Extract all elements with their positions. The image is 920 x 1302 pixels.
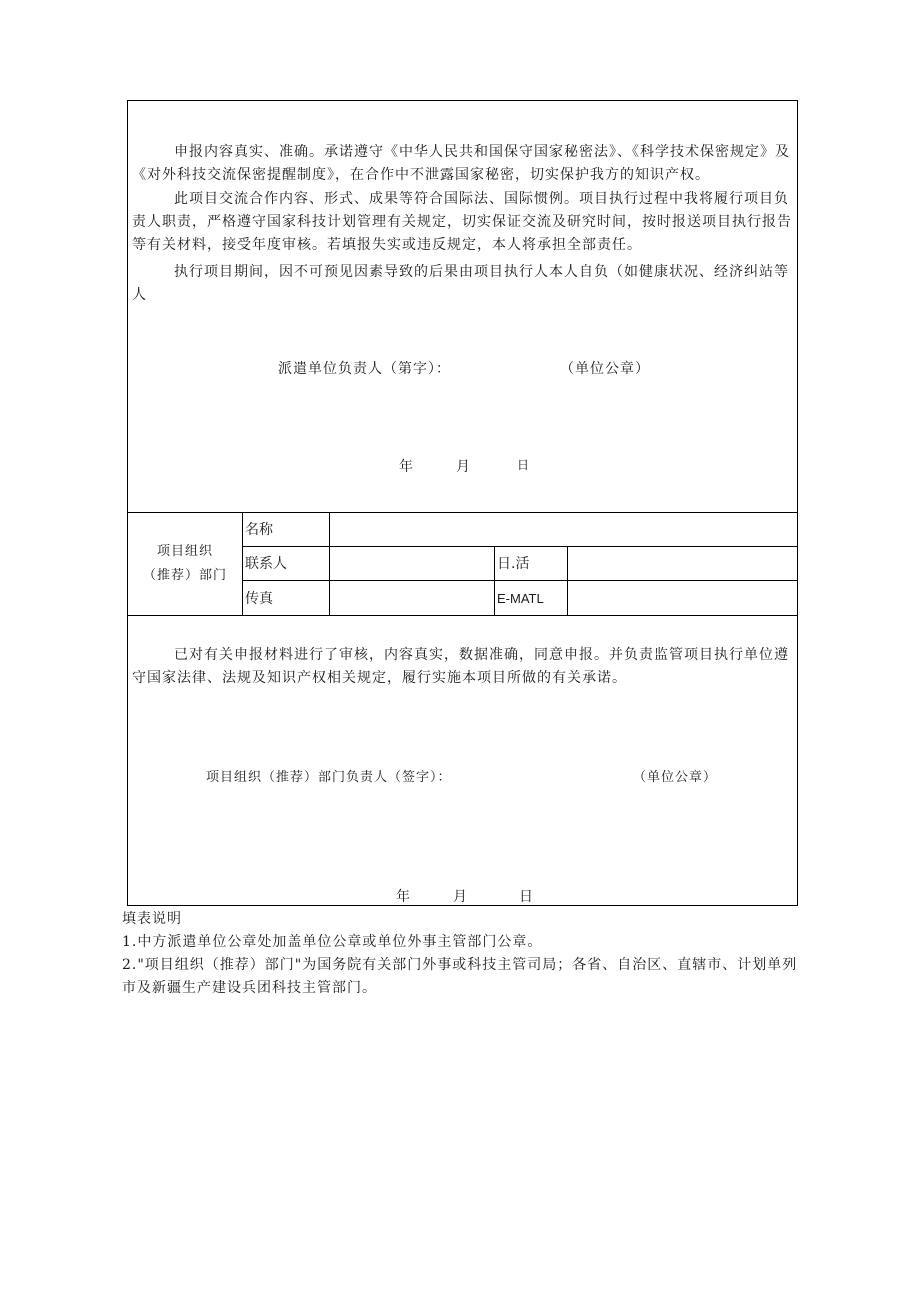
review-section bbox=[128, 615, 797, 906]
department-label-line2: （推荐）部门 bbox=[142, 567, 227, 583]
declaration-form-table bbox=[127, 100, 798, 906]
filling-instructions bbox=[122, 908, 802, 1000]
department-label bbox=[128, 512, 243, 615]
department-info-section bbox=[128, 512, 797, 615]
instruction-item-2: 2."项目组织（推荐）部门"为国务院有关部门外事或科技主管司局；各省、自治区、直辖市、计划单列市及新疆生产建设兵团科技主管部门。 bbox=[122, 957, 798, 996]
phone-label: 日.活 bbox=[495, 546, 568, 580]
department-seal-label: （单位公章） bbox=[633, 770, 718, 785]
contact-label: 联系人 bbox=[243, 546, 330, 580]
commitment-paragraph-2: 此项目交流合作内容、形式、成果等符合国际法、国际惯例。项目执行过程中我将履行项目负责人职责，严格遵守国家科技计划管理有关规定，切实保证交流及研究时间，按时报送项目执行报告等有关材料，接受年度审核。若填报失实或违反规定，本人将承担全部责任。 bbox=[132, 191, 792, 253]
date-year: 年 bbox=[399, 459, 414, 475]
department-name-row bbox=[243, 512, 797, 547]
contact-field[interactable] bbox=[330, 546, 495, 580]
instructions-title: 填表说明 bbox=[122, 911, 182, 927]
review-date-day: 日 bbox=[519, 889, 534, 905]
department-contact-row bbox=[243, 546, 797, 581]
dispatch-unit-seal-label: （单位公章） bbox=[560, 361, 650, 377]
department-label-line1: 项目组织 bbox=[156, 543, 213, 559]
date-month: 月 bbox=[456, 459, 471, 475]
fax-field[interactable] bbox=[330, 581, 495, 615]
commitment-paragraph-1: 申报内容真实、准确。承诺遵守《中华人民共和国保守国家秘密法》、《科学技术保密规定》及《对外科技交流保密提醒制度》，在合作中不泄露国家秘密，切实保护我方的知识产权。 bbox=[132, 144, 790, 183]
review-paragraph: 已对有关申报材料进行了审核，内容真实，数据准确，同意申报。并负责监管项目执行单位遵守国家法律、法规及知识产权相关规定，履行实施本项目所做的有关承诺。 bbox=[132, 647, 789, 686]
commitment-paragraph-3: 执行项目期间，因不可预见因素导致的后果由项目执行人本人自负（如健康状况、经济纠站等人 bbox=[132, 264, 789, 303]
date-day: 日 bbox=[517, 458, 531, 472]
name-field[interactable] bbox=[330, 512, 797, 546]
dispatch-unit-signer-label: 派遣单位负责人（第字）： bbox=[278, 361, 451, 377]
review-date-year: 年 bbox=[396, 889, 411, 905]
email-label: E-MATL bbox=[495, 581, 568, 615]
department-signer-label: 项目组织（推荐）部门负责人（签字）： bbox=[206, 770, 452, 785]
commitment-section bbox=[128, 101, 797, 513]
fax-label: 传真 bbox=[243, 581, 330, 615]
email-field[interactable] bbox=[568, 581, 797, 615]
department-fax-row bbox=[243, 581, 797, 615]
review-date-month: 月 bbox=[453, 889, 468, 905]
instruction-item-1: 1.中方派遣单位公章处加盖单位公章或单位外事主管部门公章。 bbox=[122, 934, 543, 950]
phone-field[interactable] bbox=[568, 546, 797, 580]
name-label: 名称 bbox=[243, 512, 330, 546]
